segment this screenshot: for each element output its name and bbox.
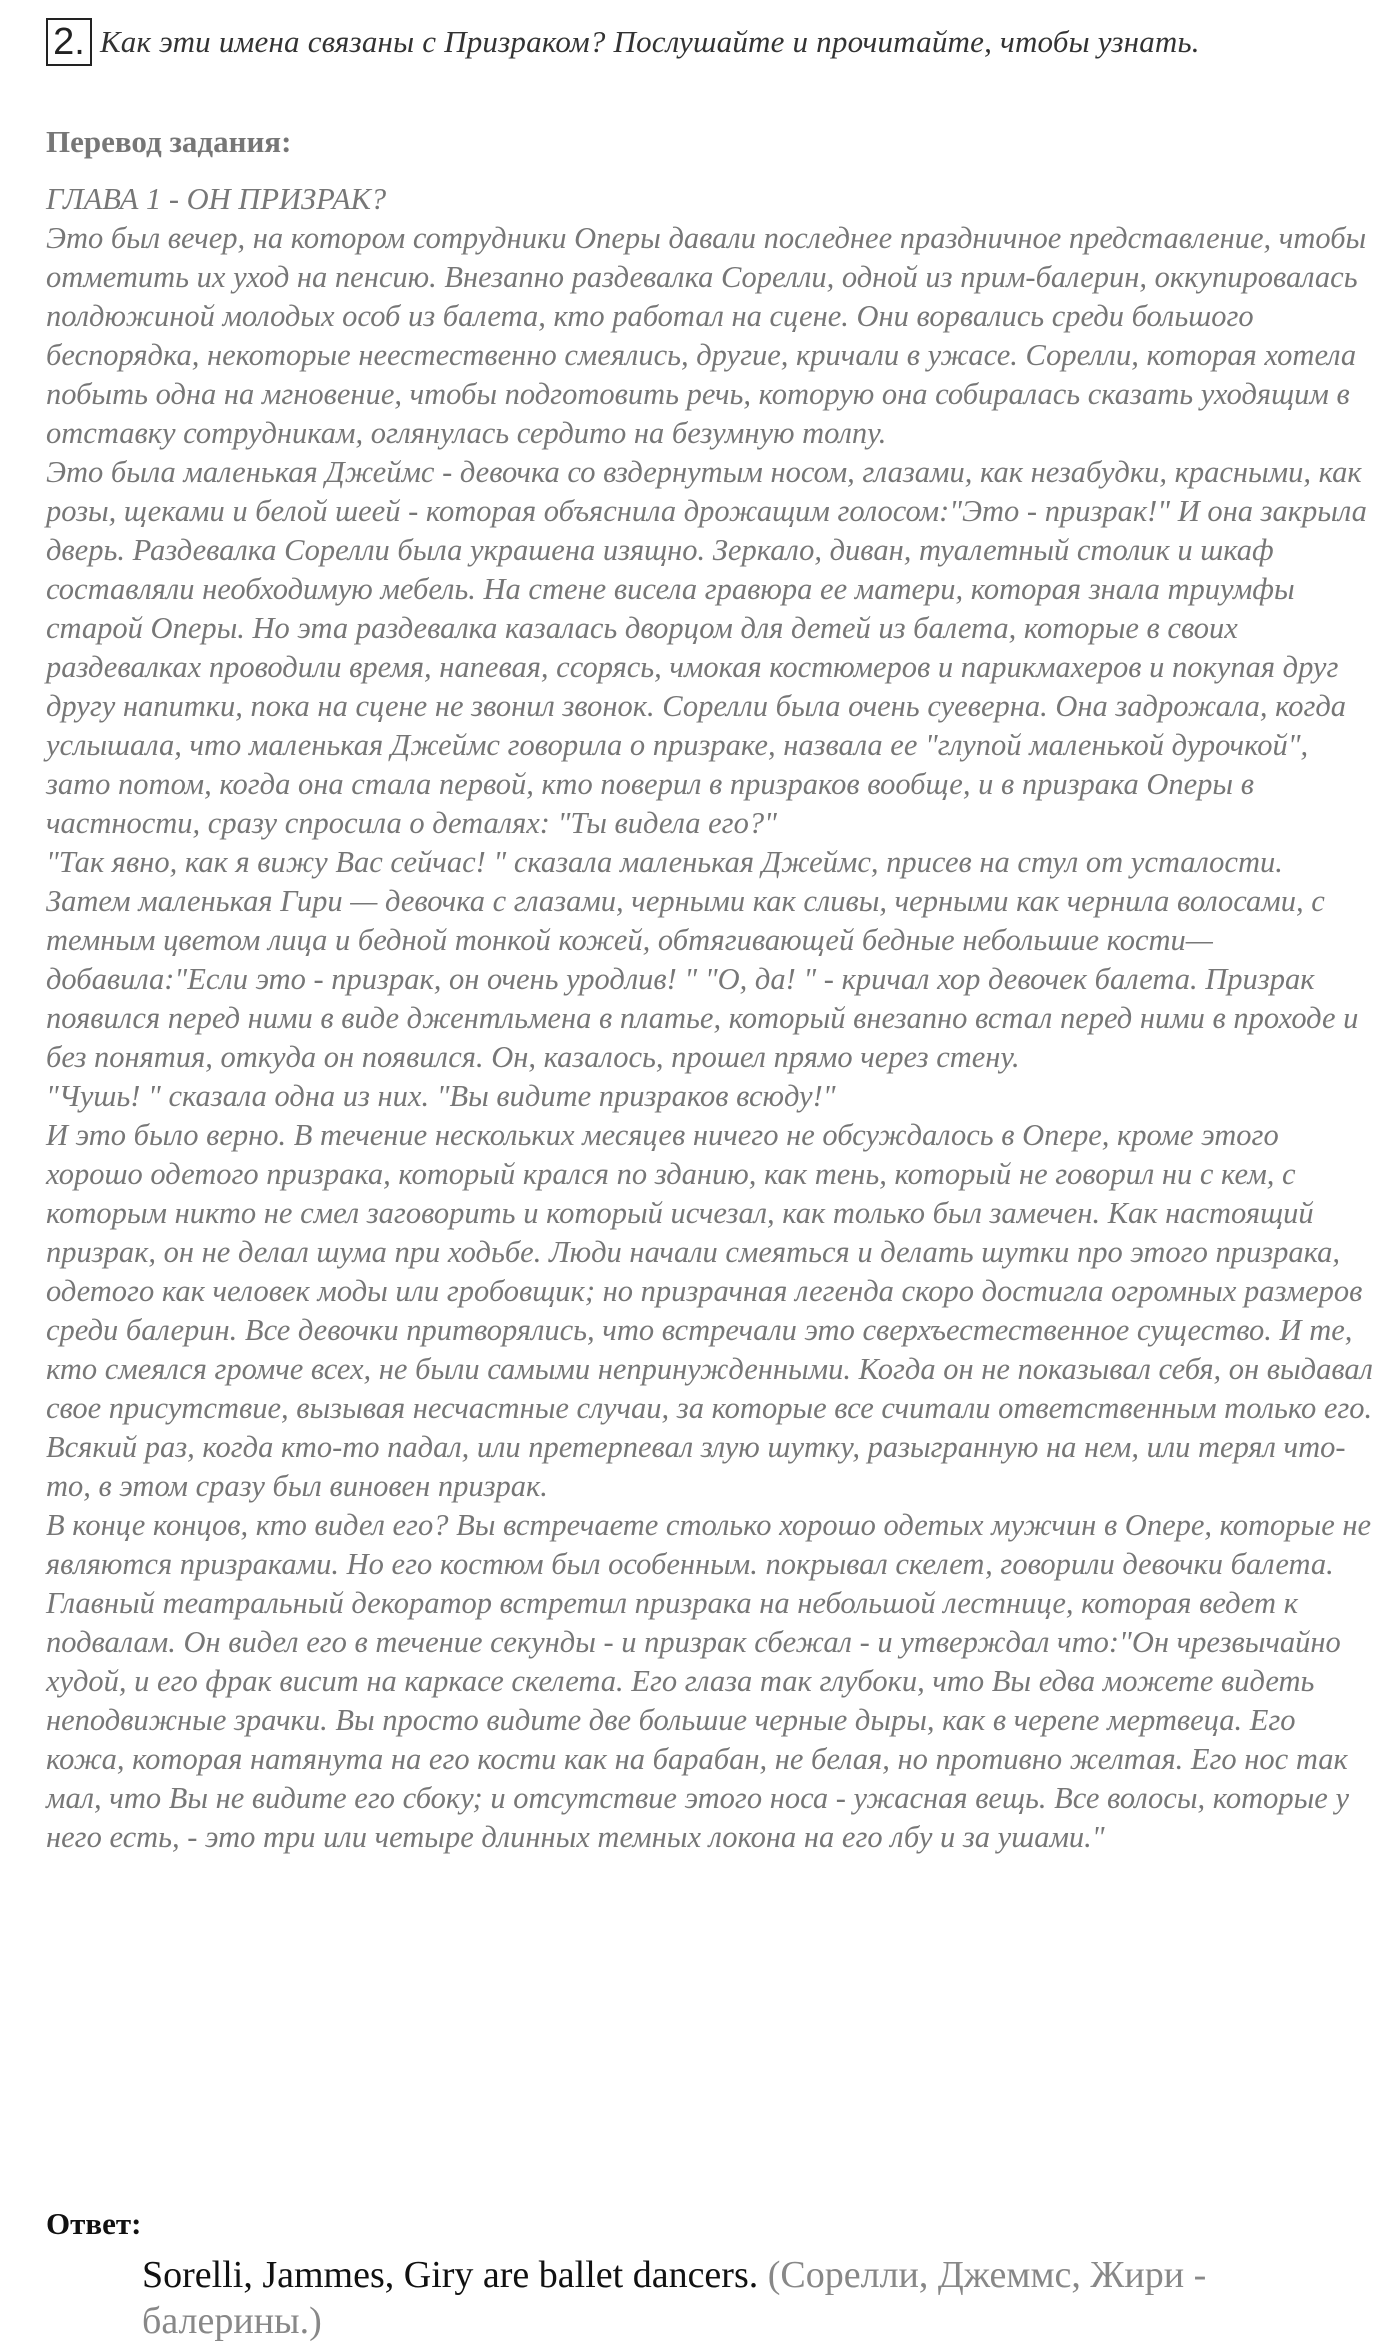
paragraph: Это был вечер, на котором сотрудники Оперы давали последнее праздничное представление, чтобы отметить их уход на пенсию. Внезапно раздевалка Сорелли, одной из прим-балерин, оккупировалась полдюжиной молодых особ из балета, кто работал на сцене. Они ворвались среди большого беспорядка, некоторые неестественно смеялись, другие, кричали в ужасе. Сорелли, которая хотела побыть одна на мгновение, чтобы подготовить речь, которую она собиралась сказать уходящим в отставку сотрудникам, оглянулась сердито на безумную толпу. [46,221,1367,450]
paragraph: И это было верно. В течение нескольких месяцев ничего не обсуждалось в Опере, кроме этого хорошо одетого призрака, который крался по зданию, как тень, который не говорил ни с кем, с которым никто не смел заговорить и который исчезал, как только был замечен. Как настоящий призрак, он не делал шума при ходьбе. Люди начали смеяться и делать шутки про этого призрака, одетого как человек моды или гробовщик; но призрачная легенда скоро достигла огромных размеров среди балерин. Все девочки притворялись, что встречали это сверхъестественное существо. И те, кто смеялся громче всех, не были самыми непринужденными. Когда он не показывал себя, он выдавал свое присутствие, вызывая несчастные случаи, за которые все считали ответственным только его. Всякий раз, когда кто-то падал, или претерпевал злую шутку, разыгранную на нем, или терял что-то, в этом сразу был виновен призрак. [46,1118,1373,1503]
paragraph: "Чушь! " сказала одна из них. "Вы видите призраков всюду!" [46,1079,836,1113]
translation-text [46,180,1376,1857]
paragraph: В конце концов, кто видел его? Вы встречаете столько хорошо одетых мужчин в Опере, которые не являются призраками. Но его костюм был особенным. покрывал скелет, говорили девочки балета. [46,1508,1372,1581]
paragraph: Это была маленькая Джеймс - девочка со вздернутым носом, глазами, как незабудки, красными, как розы, щеками и белой шеей - которая объяснила дрожащим голосом:"Это - призрак!" И она закрыла дверь. Раздевалка Сорелли была украшена изящно. Зеркало, диван, туалетный столик и шкаф составляли необходимую мебель. На стене висела гравюра ее матери, которая знала триумфы старой Оперы. Но эта раздевалка казалась дворцом для детей из балета, которые в своих раздевалках проводили время, напевая, ссорясь, чмокая костюмеров и парикмахеров и покупая друг другу напитки, пока на сцене не звонил звонок. Сорелли была очень суеверна. Она задрожала, когда услышала, что маленькая Джеймс говорила о призраке, назвала ее "глупой маленькой дурочкой", зато потом, когда она стала первой, кто поверил в призраков вообще, и в призрака Оперы в частности, сразу спросила о деталях: "Ты видела его?" [46,455,1367,840]
chapter-title: ГЛАВА 1 - ОН ПРИЗРАК? [46,182,387,216]
task-header [46,18,1200,66]
answer-english: Sorelli, Jammes, Giry are ballet dancers. [142,2254,759,2296]
paragraph: "Так явно, как я вижу Вас сейчас! " сказала маленькая Джеймс, присев на стул от усталости. [46,845,1283,879]
task-instruction: Как эти имена связаны с Призраком? Послушайте и прочитайте, чтобы узнать. [100,24,1200,59]
paragraph: Затем маленькая Гири — девочка с глазами, черными как сливы, черными как чернила волосами, с темным цветом лица и бедной тонкой кожей, обтягивающей бедные небольшие кости— добавила:"Если это - призрак, он очень уродлив! " "О, да! " - кричал хор девочек балета. Призрак появился перед ними в виде джентльмена в платье, который внезапно встал перед ними в проходе и без понятия, откуда он появился. Он, казалось, прошел прямо через стену. [46,884,1359,1074]
translation-label: Перевод задания: [46,124,292,159]
paragraph: Главный театральный декоратор встретил призрака на небольшой лестнице, которая ведет к подвалам. Он видел его в течение секунды - и призрак сбежал - и утверждал что:"Он чрезвычайно худой, и его фрак висит на каркасе скелета. Его глаза так глубоки, что Вы едва можете видеть неподвижные зрачки. Вы просто видите две большие черные дыры, как в черепе мертвеца. Его кожа, которая натянута на его кости как на барабан, не белая, но противно желтая. Его нос так мал, что Вы не видите его сбоку; и отсутствие этого носа - ужасная вещь. Все волосы, которые у него есть, - это три или четыре длинных темных локона на его лбу и за ушами." [46,1586,1349,1854]
task-number: 2. [46,18,92,66]
answer-russian: (Сорелли, Джеммс, Жири - балерины.) [142,2254,1207,2342]
answer-text [142,2252,1302,2344]
answer-label: Ответ: [46,2206,142,2241]
